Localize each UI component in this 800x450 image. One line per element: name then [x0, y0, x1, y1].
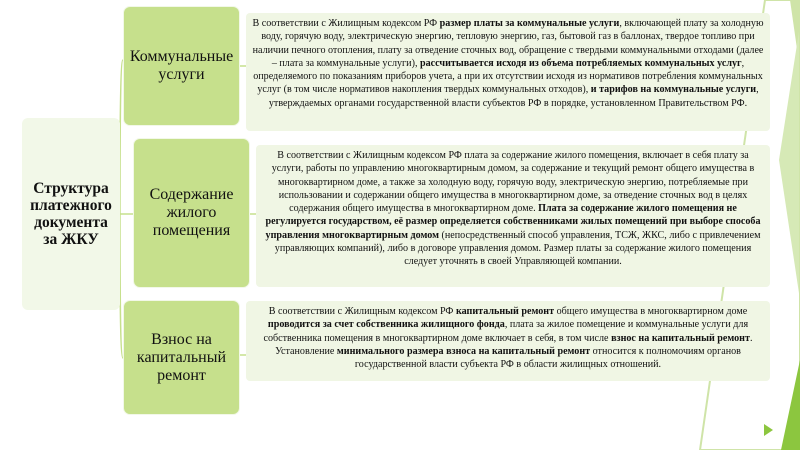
emphasis-text: проводится за счет собственника жилищного фонда: [267, 319, 505, 331]
body-text: (непосредственный способ управления, ТСЖ, ЖКС, либо с привлечением управляющих компаний), либо в договоре управления домом. Размер платы за содержание жилого помещения следует уточнять в своей Управляющей компании.: [274, 229, 761, 268]
body-text: , утверждаемых органами государственной власти субъектов РФ в порядке, установленном Правительством РФ.: [268, 84, 759, 109]
body-text: общего имущества в многоквартирном доме: [554, 306, 748, 317]
emphasis-text: и тарифов на коммунальные услуги: [590, 84, 757, 96]
body-text: относится к полномочиям органов государственной власти субъекта РФ в области жилищных отношений.: [354, 345, 741, 371]
body-text: В соответствии с Жилищным кодексом РФ: [252, 18, 440, 29]
branch-label-communal: Коммунальные услуги: [129, 48, 234, 83]
body-text: . Установление: [275, 332, 753, 357]
root-label: Структура платежного документа за ЖКУ: [30, 180, 112, 248]
emphasis-text: капитальный ремонт: [455, 306, 555, 317]
emphasis-text: размер платы за коммунальные услуги: [439, 18, 620, 29]
description-repair: [246, 301, 770, 381]
emphasis-text: взнос на капитальный ремонт: [611, 332, 750, 344]
body-text: В соответствии с Жилищным кодексом РФ: [268, 306, 456, 317]
body-text: , определяемого по показаниям приборов учета, а при их отсутствии исходя из нормативов потребления коммунальных услуг (в том числе нормативов накопления твердых коммунальных отходов),: [253, 57, 763, 96]
branch-node-maintenance: [133, 138, 250, 288]
emphasis-text: минимального размера взноса на капитальный ремонт: [336, 345, 591, 357]
description-communal: [246, 13, 770, 131]
branch-label-maintenance: Содержание жилого помещения: [149, 186, 234, 239]
root-node: [22, 118, 120, 310]
branch-node-communal: [123, 6, 240, 126]
emphasis-text: Плата за содержание жилого помещения не регулируется государством, её размер определяется собственниками жилых помещений при выборе способа управления многоквартирным домом: [265, 203, 761, 241]
emphasis-text: рассчитывается исходя из объема потребляемых коммунальных услуг: [420, 57, 742, 69]
branch-label-repair: Взнос на капитальный ремонт: [136, 330, 227, 384]
body-text: В соответствии с Жилищным кодексом РФ плата за содержание жилого помещения, включает в себя плату за услуги, работы по управлению многоквартирным домом, за содержание и текущий ремонт общего имущества в многоквартирном доме, а также за холодную воду, горячую воду, электрическую энергию, потребляемые при использовании и содержании общего имущества в многоквартирном доме, за отведение сточных вод в целях содержания общего имущества в многоквартирном доме.: [271, 150, 755, 215]
body-text: , включающей плату за холодную воду, горячую воду, электрическую энергию, тепловую энергию, газ, бытовой газ в баллонах, твердое топливо при наличии печного отопления, плату за отведение сточных вод, обращение с твердыми коммунальными отходами (далее – плата за коммунальные услуги),: [252, 18, 764, 69]
branch-node-repair: [123, 300, 240, 415]
body-text: , плата за жилое помещение и коммунальные услуги для собственника помещения в многоквартирном доме включает в себя, в том числе: [263, 319, 749, 344]
description-maintenance: [256, 145, 770, 287]
